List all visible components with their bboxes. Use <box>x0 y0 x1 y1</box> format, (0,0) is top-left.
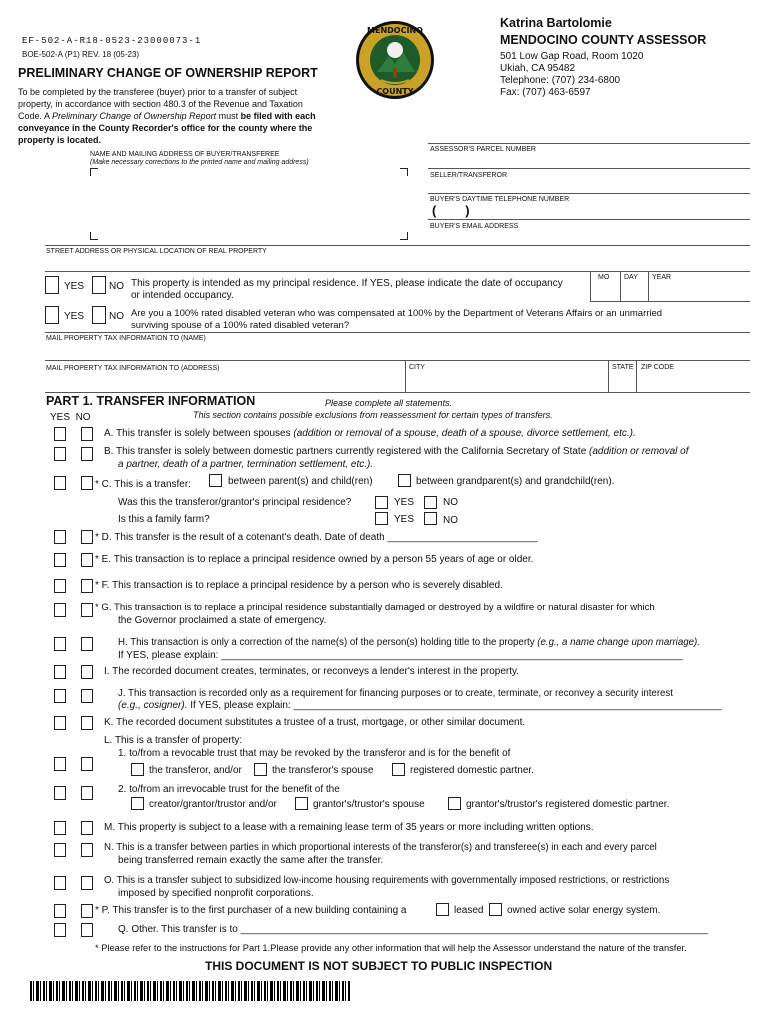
e-no-checkbox[interactable] <box>81 553 93 567</box>
c-parent-child-label: between parent(s) and child(ren) <box>228 476 373 487</box>
i-yes-checkbox[interactable] <box>54 665 66 679</box>
p-yes-checkbox[interactable] <box>54 904 66 918</box>
l2-spouse-label: grantor's/trustor's spouse <box>313 799 425 810</box>
seller-label: SELLER/TRANSFEROR <box>430 172 508 179</box>
m-yes-checkbox[interactable] <box>54 821 66 835</box>
buyer-address-field[interactable] <box>98 172 394 230</box>
day-label: DAY <box>624 274 638 281</box>
l2-creator-label: creator/grantor/trustor and/or <box>149 799 277 810</box>
buyer-name-note: (Make necessary corrections to the printed name and mailing address) <box>90 159 309 166</box>
p-leased-checkbox[interactable] <box>436 903 449 916</box>
occupancy-month-field[interactable] <box>591 283 619 299</box>
c-grandparent-checkbox[interactable] <box>398 474 411 487</box>
field-rule <box>45 271 750 272</box>
barcode-icon <box>30 981 350 1001</box>
email-label: BUYER'S EMAIL ADDRESS <box>430 223 519 230</box>
field-rule <box>608 360 609 392</box>
c-principal-residence-question: Was this the transferor/grantor's principal residence? <box>118 497 352 508</box>
seller-field[interactable] <box>430 181 748 193</box>
item-n-text-2: being transferred remain exactly the same after the transfer. <box>118 855 384 866</box>
l1-spouse-checkbox[interactable] <box>254 763 267 776</box>
county-seal-logo <box>355 20 435 100</box>
address-window-corner <box>400 168 408 176</box>
a-no-checkbox[interactable] <box>81 427 93 441</box>
q-yes-checkbox[interactable] <box>54 923 66 937</box>
i-no-checkbox[interactable] <box>81 665 93 679</box>
yes-label: YES <box>64 281 85 292</box>
l1-domestic-partner-label: registered domestic partner. <box>410 765 534 776</box>
item-i-text: I. The recorded document creates, terminates, or reconveys a lender's interest in the property. <box>104 666 520 677</box>
k-yes-checkbox[interactable] <box>54 716 66 730</box>
no-label: NO <box>443 497 458 508</box>
yes-label: YES <box>394 497 415 508</box>
j-no-checkbox[interactable] <box>81 689 93 703</box>
item-l-2-text: 2. to/from an irrevocable trust for the benefit of the <box>118 784 340 795</box>
c-yes-checkbox[interactable] <box>54 476 66 490</box>
item-m-text: M. This property is subject to a lease with a remaining lease term of 35 years or more including written options. <box>104 822 594 833</box>
p-leased-label: leased <box>454 905 484 916</box>
yes-label: YES <box>394 514 415 525</box>
field-rule <box>428 219 750 220</box>
l2-no-checkbox[interactable] <box>81 786 93 800</box>
item-e-text: * E. This transaction is to replace a principal residence owned by a person 55 years of age or older. <box>95 554 534 565</box>
street-address-field[interactable] <box>46 257 746 269</box>
principal-residence-text: This property is intended as my principal residence. If YES, please indicate the date of occupancy <box>131 278 563 289</box>
h-no-checkbox[interactable] <box>81 637 93 651</box>
l1-spouse-label: the transferor's spouse <box>272 765 374 776</box>
item-j-explain[interactable]: (e.g., cosigner). If YES, please explain: _____________________________________________________________________________ <box>118 700 722 711</box>
state-field[interactable] <box>611 375 633 389</box>
part1-title: PART 1. TRANSFER INFORMATION <box>46 394 256 408</box>
footnote: * Please refer to the instructions for Part 1.Please provide any other information that will help the Assessor understand the nature of the transfer. <box>95 943 687 953</box>
item-b-text-2: a partner, death of a partner, termination settlement, etc.). <box>118 459 374 470</box>
month-label: MO <box>598 274 610 281</box>
l2-domestic-partner-checkbox[interactable] <box>448 797 461 810</box>
field-rule <box>636 360 637 392</box>
field-rule <box>45 392 750 393</box>
mail-address-field[interactable] <box>46 375 402 389</box>
field-rule <box>45 245 750 246</box>
item-c-text: * C. This is a transfer: <box>95 479 191 490</box>
occupancy-year-field[interactable] <box>649 283 749 299</box>
svg-text:COUNTY: COUNTY <box>376 87 414 96</box>
b-yes-checkbox[interactable] <box>54 447 66 461</box>
p-no-checkbox[interactable] <box>81 904 93 918</box>
c-principal-no-checkbox[interactable] <box>424 496 437 509</box>
principal-residence-text-2: or intended occupancy. <box>131 290 234 301</box>
email-field[interactable] <box>430 231 748 243</box>
item-g-text-2: the Governor proclaimed a state of emergency. <box>118 615 327 626</box>
l1-yes-checkbox[interactable] <box>54 757 66 771</box>
item-a-text: A. This transfer is solely between spouses (addition or removal of a spouse, death of a spouse, divorce settlement, etc.). <box>104 428 636 439</box>
b-no-checkbox[interactable] <box>81 447 93 461</box>
l1-no-checkbox[interactable] <box>81 757 93 771</box>
no-label: NO <box>443 515 458 526</box>
mail-name-field[interactable] <box>46 344 746 358</box>
zip-label: ZIP CODE <box>641 364 674 371</box>
phone-label: BUYER'S DAYTIME TELEPHONE NUMBER <box>430 196 570 203</box>
field-rule <box>405 360 406 392</box>
item-h-explain[interactable]: If YES, please explain: ___________________________________________________________________________________ <box>118 650 683 661</box>
yes-label: YES <box>64 311 85 322</box>
assessor-office: MENDOCINO COUNTY ASSESSOR <box>500 33 707 47</box>
buyer-name-label: NAME AND MAILING ADDRESS OF BUYER/TRANSFEREE <box>90 151 280 158</box>
n-yes-checkbox[interactable] <box>54 843 66 857</box>
veteran-yes-checkbox[interactable] <box>45 306 59 324</box>
assessor-name: Katrina Bartolomie <box>500 16 612 30</box>
c-no-checkbox[interactable] <box>81 476 93 490</box>
field-rule <box>428 143 750 144</box>
parcel-number-field[interactable] <box>430 155 748 167</box>
city-label: CITY <box>409 364 425 371</box>
c-parent-child-checkbox[interactable] <box>209 474 222 487</box>
item-g-text: * G. This transaction is to replace a principal residence substantially damaged or destroyed by a wildfire or natural disaster for which <box>95 602 655 613</box>
l2-domestic-partner-label: grantor's/trustor's registered domestic partner. <box>466 799 670 810</box>
form-revision: BOE-502-A (P1) REV. 18 (05-23) <box>22 50 140 59</box>
street-address-label: STREET ADDRESS OR PHYSICAL LOCATION OF REAL PROPERTY <box>46 248 267 255</box>
intro-text: To be completed by the transferee (buyer) prior to a transfer of subject property, in accordance with section 480.3 of the Revenue and Taxation Code. A Preliminary Change of Ownership Report must be filed with each conveyance in the County Recorder's office for the county where the property is located. <box>18 87 316 145</box>
zip-field[interactable] <box>640 375 748 389</box>
l1-transferor-label: the transferor, and/or <box>149 765 242 776</box>
part1-instruction: Please complete all statements. <box>325 398 453 408</box>
page-title: PRELIMINARY CHANGE OF OWNERSHIP REPORT <box>18 66 318 80</box>
field-rule <box>428 168 750 169</box>
item-p-text: * P. This transfer is to the first purchaser of a new building containing a <box>95 905 407 916</box>
item-l-text: L. This is a transfer of property: <box>104 735 243 746</box>
p-owned-checkbox[interactable] <box>489 903 502 916</box>
field-rule <box>428 193 750 194</box>
veteran-question: Are you a 100% rated disabled veteran who was compensated at 100% by the Department of Veterans Affairs or an unmarried <box>131 308 663 319</box>
l2-yes-checkbox[interactable] <box>54 786 66 800</box>
state-label: STATE <box>612 364 634 371</box>
q-no-checkbox[interactable] <box>81 923 93 937</box>
j-yes-checkbox[interactable] <box>54 689 66 703</box>
occupancy-day-field[interactable] <box>621 283 647 299</box>
a-yes-checkbox[interactable] <box>54 427 66 441</box>
c-family-farm-question: Is this a family farm? <box>118 514 210 525</box>
city-field[interactable] <box>409 375 605 389</box>
item-o-text: O. This is a transfer subject to subsidized low-income housing requirements with governmentally imposed restrictions, or restrictions <box>104 875 670 886</box>
o-no-checkbox[interactable] <box>81 876 93 890</box>
o-yes-checkbox[interactable] <box>54 876 66 890</box>
d-yes-checkbox[interactable] <box>54 530 66 544</box>
field-rule <box>590 301 750 302</box>
assessor-address: 501 Low Gap Road, Room 1020 Ukiah, CA 95482 Telephone: (707) 234-6800 Fax: (707) 463-6597 <box>500 51 644 98</box>
field-rule <box>45 332 750 333</box>
part1-section-note: This section contains possible exclusions from reassessment for certain types of transfers. <box>193 410 553 420</box>
item-n-text: N. This is a transfer between parties in which proportional interests of the transferor(s) and transferee(s) in each and every parcel <box>104 842 657 853</box>
yes-no-header: YES NO <box>50 412 91 423</box>
p-owned-label: owned active solar energy system. <box>507 905 661 916</box>
item-f-text: * F. This transaction is to replace a principal residence by a person who is severely disabled. <box>95 580 503 591</box>
c-grandparent-label: between grandparent(s) and grandchild(ren). <box>416 476 615 487</box>
no-label: NO <box>109 281 124 292</box>
phone-field[interactable]: ( ) <box>432 203 470 218</box>
item-b-text: B. This transfer is solely between domestic partners currently registered with the California Secretary of State (addition or removal of <box>104 446 689 457</box>
address-window-corner <box>90 232 98 240</box>
form-code: EF-502-A-R18-0523-23000073-1 <box>22 36 202 46</box>
veteran-no-checkbox[interactable] <box>92 306 106 324</box>
g-yes-checkbox[interactable] <box>54 603 66 617</box>
mail-address-label: MAIL PROPERTY TAX INFORMATION TO (ADDRESS) <box>46 365 220 372</box>
d-no-checkbox[interactable] <box>81 530 93 544</box>
l1-transferor-checkbox[interactable] <box>131 763 144 776</box>
e-yes-checkbox[interactable] <box>54 553 66 567</box>
field-rule <box>45 360 750 361</box>
n-no-checkbox[interactable] <box>81 843 93 857</box>
item-l-1-text: 1. to/from a revocable trust that may be revoked by the transferor and is for the benefit of <box>118 748 511 759</box>
item-d-text: * D. This transfer is the result of a cotenant's death. Date of death ___________________________ <box>95 532 538 543</box>
g-no-checkbox[interactable] <box>81 603 93 617</box>
veteran-question-2: surviving spouse of a 100% rated disabled veteran? <box>131 320 350 331</box>
c-farm-no-checkbox[interactable] <box>424 512 437 525</box>
principal-residence-yes-checkbox[interactable] <box>45 276 59 294</box>
address-window-corner <box>400 232 408 240</box>
c-farm-yes-checkbox[interactable] <box>375 512 388 525</box>
parcel-number-label: ASSESSOR'S PARCEL NUMBER <box>430 146 536 153</box>
mail-name-label: MAIL PROPERTY TAX INFORMATION TO (NAME) <box>46 335 206 342</box>
h-yes-checkbox[interactable] <box>54 637 66 651</box>
m-no-checkbox[interactable] <box>81 821 93 835</box>
item-k-text: K. The recorded document substitutes a trustee of a trust, mortgage, or other similar document. <box>104 717 526 728</box>
no-label: NO <box>109 311 124 322</box>
l1-domestic-partner-checkbox[interactable] <box>392 763 405 776</box>
not-public-notice: THIS DOCUMENT IS NOT SUBJECT TO PUBLIC INSPECTION <box>205 959 553 973</box>
item-h-text: H. This transaction is only a correction of the name(s) of the person(s) holding title to the property (e.g., a name change upon marriage). <box>118 637 700 648</box>
c-principal-yes-checkbox[interactable] <box>375 496 388 509</box>
l2-creator-checkbox[interactable] <box>131 797 144 810</box>
k-no-checkbox[interactable] <box>81 716 93 730</box>
principal-residence-no-checkbox[interactable] <box>92 276 106 294</box>
svg-text:MENDOCINO: MENDOCINO <box>367 26 423 35</box>
f-yes-checkbox[interactable] <box>54 579 66 593</box>
item-q-other[interactable]: Q. Other. This transfer is to ____________________________________________________________________________________ <box>118 924 708 935</box>
f-no-checkbox[interactable] <box>81 579 93 593</box>
address-window-corner <box>90 168 98 176</box>
item-o-text-2: imposed by specified nonprofit corporations. <box>118 888 314 899</box>
year-label: YEAR <box>652 274 672 281</box>
item-j-text: J. This transaction is recorded only as a requirement for financing purposes or to create, terminate, or reconvey a security interest <box>118 688 673 699</box>
l2-spouse-checkbox[interactable] <box>295 797 308 810</box>
